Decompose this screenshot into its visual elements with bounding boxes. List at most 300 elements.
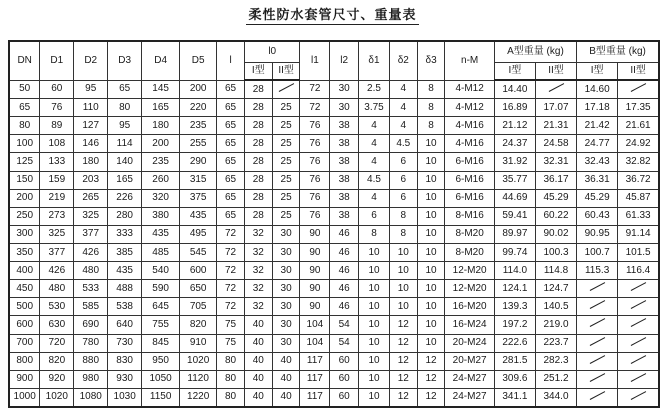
table-cell: 533 <box>74 280 108 298</box>
table-row <box>9 352 659 370</box>
table-cell: 24.92 <box>618 135 659 153</box>
table-cell: 72 <box>300 80 330 99</box>
table-cell: 28 <box>244 171 272 189</box>
table-cell: 80 <box>217 370 245 388</box>
table-cell: 124.7 <box>535 280 576 298</box>
table-cell: 21.31 <box>535 117 576 135</box>
table-cell: 30 <box>330 99 359 117</box>
table-cell: 12 <box>389 370 417 388</box>
empty-slash-mark <box>587 318 607 328</box>
header-l0: l0 <box>244 41 300 63</box>
table-cell: 500 <box>9 298 40 316</box>
table-cell: 114.8 <box>535 262 576 280</box>
table-cell: 4 <box>359 153 390 171</box>
table-cell: 90 <box>300 280 330 298</box>
table-body <box>9 80 659 407</box>
table-cell: 59.41 <box>494 207 535 225</box>
table-cell <box>618 316 659 334</box>
table-cell: 645 <box>142 298 180 316</box>
table-cell: 880 <box>74 352 108 370</box>
table-cell: 133 <box>40 153 74 171</box>
table-cell: 76 <box>40 99 74 117</box>
table-cell: 140 <box>108 153 142 171</box>
table-cell: 300 <box>9 225 40 243</box>
table-cell: 488 <box>108 280 142 298</box>
table-cell: 28 <box>244 135 272 153</box>
table-cell: 260 <box>142 171 180 189</box>
table-row <box>9 207 659 225</box>
table-cell: 538 <box>108 298 142 316</box>
table-cell: 435 <box>108 262 142 280</box>
table-cell: 910 <box>180 334 217 352</box>
table-cell: 20-M24 <box>445 334 494 352</box>
table-cell <box>618 80 659 99</box>
table-cell: 65 <box>217 117 245 135</box>
table-cell: 95 <box>74 80 108 99</box>
table-cell: 800 <box>9 352 40 370</box>
table-cell <box>618 334 659 352</box>
table-cell: 6 <box>359 207 390 225</box>
table-cell: 65 <box>9 99 40 117</box>
dimension-weight-table <box>8 40 660 408</box>
empty-slash-mark <box>276 83 296 93</box>
table-cell: 6 <box>389 153 417 171</box>
table-cell: 4 <box>389 99 417 117</box>
table-cell: 4 <box>359 135 390 153</box>
table-row <box>9 225 659 243</box>
empty-slash-mark <box>546 83 566 93</box>
table-cell: 46 <box>330 280 359 298</box>
table-row <box>9 189 659 207</box>
table-cell: 104 <box>300 334 330 352</box>
table-cell: 325 <box>40 225 74 243</box>
table-cell: 820 <box>180 316 217 334</box>
header-a-weight: A型重量 (kg) <box>494 41 576 63</box>
table-cell: 341.1 <box>494 388 535 407</box>
table-cell: 10 <box>417 135 445 153</box>
table-cell: 38 <box>330 171 359 189</box>
table-cell: 65 <box>217 189 245 207</box>
header-delta2: δ2 <box>389 41 417 80</box>
table-cell: 14.60 <box>577 80 618 99</box>
table-cell: 14.40 <box>494 80 535 99</box>
table-cell: 32 <box>244 243 272 261</box>
table-cell: 40 <box>272 352 300 370</box>
table-cell <box>618 352 659 370</box>
table-cell <box>577 298 618 316</box>
header-l2: l2 <box>330 41 359 80</box>
table-cell: 255 <box>180 135 217 153</box>
table-cell: 61.33 <box>618 207 659 225</box>
table-cell: 20-M27 <box>445 352 494 370</box>
table-cell: 115.3 <box>577 262 618 280</box>
table-cell <box>618 388 659 407</box>
table-cell: 180 <box>142 117 180 135</box>
table-cell: 165 <box>108 171 142 189</box>
table-cell: 380 <box>142 207 180 225</box>
table-cell: 76 <box>300 117 330 135</box>
table-cell: 630 <box>40 316 74 334</box>
table-cell: 32.82 <box>618 153 659 171</box>
table-cell: 250 <box>9 207 40 225</box>
table-cell: 10 <box>417 334 445 352</box>
table-cell: 640 <box>108 316 142 334</box>
table-cell: 600 <box>180 262 217 280</box>
table-cell: 700 <box>9 334 40 352</box>
table-cell: 900 <box>9 370 40 388</box>
table-cell: 114.0 <box>494 262 535 280</box>
table-cell: 90 <box>300 225 330 243</box>
table-cell: 76 <box>300 135 330 153</box>
table-cell: 140.5 <box>535 298 576 316</box>
table-cell: 45.87 <box>618 189 659 207</box>
table-cell <box>577 370 618 388</box>
table-cell: 101.5 <box>618 243 659 261</box>
table-cell: 203 <box>74 171 108 189</box>
table-cell: 8-M20 <box>445 243 494 261</box>
table-cell: 28 <box>244 80 272 99</box>
table-cell: 10 <box>359 243 390 261</box>
table-cell: 125 <box>9 153 40 171</box>
table-cell: 1020 <box>180 352 217 370</box>
table-cell: 46 <box>330 298 359 316</box>
table-cell: 17.18 <box>577 99 618 117</box>
table-cell: 60.22 <box>535 207 576 225</box>
table-cell: 235 <box>180 117 217 135</box>
table-cell: 110 <box>74 99 108 117</box>
empty-slash-mark <box>628 337 648 347</box>
table-cell: 25 <box>272 171 300 189</box>
table-cell: 28 <box>244 153 272 171</box>
table-cell: 344.0 <box>535 388 576 407</box>
header-b-weight: B型重量 (kg) <box>577 41 659 63</box>
table-cell: 222.6 <box>494 334 535 352</box>
table-cell: 117 <box>300 388 330 407</box>
table-cell: 80 <box>9 117 40 135</box>
table-cell: 30 <box>272 298 300 316</box>
header-l0-type2: II型 <box>272 63 300 81</box>
table-cell: 30 <box>272 316 300 334</box>
table-cell: 165 <box>142 99 180 117</box>
table-cell: 116.4 <box>618 262 659 280</box>
table-cell: 150 <box>9 171 40 189</box>
table-cell: 25 <box>272 135 300 153</box>
table-cell: 139.3 <box>494 298 535 316</box>
table-cell: 65 <box>217 207 245 225</box>
table-cell: 30 <box>272 334 300 352</box>
table-cell: 25 <box>272 99 300 117</box>
table-cell: 1150 <box>142 388 180 407</box>
table-cell: 930 <box>108 370 142 388</box>
table-cell: 10 <box>417 262 445 280</box>
table-cell: 72 <box>300 99 330 117</box>
table-cell: 720 <box>40 334 74 352</box>
table-cell: 65 <box>217 80 245 99</box>
table-cell: 75 <box>217 316 245 334</box>
table-cell: 485 <box>142 243 180 261</box>
table-cell: 12 <box>417 352 445 370</box>
table-cell: 30 <box>272 280 300 298</box>
table-cell: 65 <box>217 171 245 189</box>
table-cell: 600 <box>9 316 40 334</box>
table-cell <box>577 316 618 334</box>
table-cell: 10 <box>359 262 390 280</box>
table-cell: 200 <box>142 135 180 153</box>
table-cell: 400 <box>9 262 40 280</box>
table-row <box>9 280 659 298</box>
table-row <box>9 99 659 117</box>
table-cell: 10 <box>417 316 445 334</box>
table-cell: 251.2 <box>535 370 576 388</box>
table-cell: 36.31 <box>577 171 618 189</box>
page-title: 柔性防水套管尺寸、重量表 <box>248 8 417 23</box>
table-cell: 755 <box>142 316 180 334</box>
empty-slash-mark <box>587 337 607 347</box>
table-cell: 127 <box>74 117 108 135</box>
table-row <box>9 171 659 189</box>
table-cell <box>577 388 618 407</box>
table-cell: 180 <box>74 153 108 171</box>
table-cell: 30 <box>330 80 359 99</box>
empty-slash-mark <box>587 355 607 365</box>
table-cell: 35.77 <box>494 171 535 189</box>
table-cell: 32 <box>244 225 272 243</box>
table-cell: 108 <box>40 135 74 153</box>
table-cell <box>272 80 300 99</box>
table-row <box>9 80 659 99</box>
table-cell: 265 <box>74 189 108 207</box>
table-cell: 38 <box>330 153 359 171</box>
table-cell: 10 <box>417 225 445 243</box>
table-cell: 197.2 <box>494 316 535 334</box>
table-cell: 24.77 <box>577 135 618 153</box>
table-cell: 1000 <box>9 388 40 407</box>
table-cell: 40 <box>244 370 272 388</box>
header-d5: D5 <box>180 41 217 80</box>
empty-slash-mark <box>587 300 607 310</box>
table-cell: 705 <box>180 298 217 316</box>
table-cell: 54 <box>330 316 359 334</box>
table-cell: 90.95 <box>577 225 618 243</box>
table-cell: 32 <box>244 280 272 298</box>
table-cell: 10 <box>359 316 390 334</box>
table-cell: 6 <box>389 189 417 207</box>
table-cell: 80 <box>217 388 245 407</box>
empty-slash-mark <box>587 391 607 401</box>
table-cell: 124.1 <box>494 280 535 298</box>
empty-slash-mark <box>628 355 648 365</box>
header-l0-type1: I型 <box>244 63 272 81</box>
table-cell: 72 <box>217 225 245 243</box>
table-cell: 4-M16 <box>445 135 494 153</box>
table-cell: 6-M16 <box>445 171 494 189</box>
table-cell: 32.43 <box>577 153 618 171</box>
table-cell: 12 <box>389 316 417 334</box>
header-d2: D2 <box>74 41 108 80</box>
table-cell: 650 <box>180 280 217 298</box>
header-delta3: δ3 <box>417 41 445 80</box>
table-row <box>9 316 659 334</box>
table-cell: 10 <box>417 153 445 171</box>
table-cell: 32 <box>244 298 272 316</box>
table-cell: 325 <box>74 207 108 225</box>
table-cell: 10 <box>389 298 417 316</box>
table-cell: 200 <box>180 80 217 99</box>
table-cell: 95 <box>108 117 142 135</box>
table-cell: 104 <box>300 316 330 334</box>
empty-slash-mark <box>628 83 648 93</box>
table-cell: 40 <box>244 352 272 370</box>
table-cell: 219 <box>40 189 74 207</box>
table-cell: 350 <box>9 243 40 261</box>
table-cell: 4 <box>389 80 417 99</box>
header-n-m: n-M <box>445 41 494 80</box>
table-cell: 4.5 <box>359 171 390 189</box>
table-cell: 10 <box>359 370 390 388</box>
header-l: l <box>217 41 245 80</box>
table-cell: 4.5 <box>389 135 417 153</box>
header-b-type2: II型 <box>618 63 659 81</box>
table-cell: 385 <box>108 243 142 261</box>
table-cell: 845 <box>142 334 180 352</box>
empty-slash-mark <box>587 373 607 383</box>
table-cell: 8 <box>389 225 417 243</box>
table-cell: 950 <box>142 352 180 370</box>
table-cell: 4-M12 <box>445 99 494 117</box>
table-cell: 1080 <box>74 388 108 407</box>
table-cell: 65 <box>108 80 142 99</box>
table-cell: 100.3 <box>535 243 576 261</box>
table-cell: 450 <box>9 280 40 298</box>
table-cell: 375 <box>180 189 217 207</box>
table-row <box>9 334 659 352</box>
table-cell: 46 <box>330 262 359 280</box>
table-cell: 920 <box>40 370 74 388</box>
table-cell: 24-M27 <box>445 388 494 407</box>
table-cell: 25 <box>272 207 300 225</box>
table-cell: 60 <box>330 352 359 370</box>
table-cell: 219.0 <box>535 316 576 334</box>
table-cell: 10 <box>417 207 445 225</box>
header-a-type1: I型 <box>494 63 535 81</box>
table-cell: 545 <box>180 243 217 261</box>
table-cell: 72 <box>217 280 245 298</box>
table-cell: 585 <box>74 298 108 316</box>
table-cell: 40 <box>272 370 300 388</box>
table-cell: 145 <box>142 80 180 99</box>
header-d1: D1 <box>40 41 74 80</box>
table-cell: 36.72 <box>618 171 659 189</box>
table-cell: 435 <box>180 207 217 225</box>
table-cell: 2.5 <box>359 80 390 99</box>
table-cell: 30 <box>272 225 300 243</box>
table-cell: 282.3 <box>535 352 576 370</box>
table-cell: 38 <box>330 135 359 153</box>
table-cell: 28 <box>244 207 272 225</box>
table-cell: 28 <box>244 117 272 135</box>
table-cell <box>577 280 618 298</box>
empty-slash-mark <box>628 391 648 401</box>
table-cell: 117 <box>300 370 330 388</box>
table-cell: 24-M27 <box>445 370 494 388</box>
table-cell: 435 <box>142 225 180 243</box>
table-cell: 72 <box>217 298 245 316</box>
table-cell: 426 <box>40 262 74 280</box>
table-cell: 90.02 <box>535 225 576 243</box>
table-cell: 28 <box>244 189 272 207</box>
table-cell: 21.61 <box>618 117 659 135</box>
empty-slash-mark <box>628 300 648 310</box>
header-d3: D3 <box>108 41 142 80</box>
table-cell: 10 <box>389 262 417 280</box>
table-cell: 38 <box>330 117 359 135</box>
table-cell: 10 <box>359 280 390 298</box>
table-cell: 4 <box>389 117 417 135</box>
table-cell: 8 <box>417 80 445 99</box>
table-cell: 24.58 <box>535 135 576 153</box>
table-cell: 10 <box>417 298 445 316</box>
table-cell: 480 <box>74 262 108 280</box>
table-cell: 4-M16 <box>445 117 494 135</box>
table-cell: 99.74 <box>494 243 535 261</box>
table-cell: 426 <box>74 243 108 261</box>
table-cell: 89.97 <box>494 225 535 243</box>
table-cell <box>577 352 618 370</box>
table-cell: 333 <box>108 225 142 243</box>
table-cell: 10 <box>417 280 445 298</box>
table-cell: 45.29 <box>535 189 576 207</box>
table-cell: 17.35 <box>618 99 659 117</box>
table-cell: 12 <box>389 334 417 352</box>
table-cell: 25 <box>272 153 300 171</box>
table-cell: 10 <box>417 189 445 207</box>
table-cell: 46 <box>330 243 359 261</box>
table-cell: 80 <box>108 99 142 117</box>
table-cell <box>618 298 659 316</box>
table-cell: 780 <box>74 334 108 352</box>
table-cell: 10 <box>389 243 417 261</box>
table-cell: 495 <box>180 225 217 243</box>
header-b-type1: I型 <box>577 63 618 81</box>
table-cell: 54 <box>330 334 359 352</box>
table-cell: 16.89 <box>494 99 535 117</box>
table-cell: 16-M24 <box>445 316 494 334</box>
table-cell: 76 <box>300 171 330 189</box>
table-cell: 309.6 <box>494 370 535 388</box>
table-cell: 4 <box>359 189 390 207</box>
table-cell: 89 <box>40 117 74 135</box>
table-cell: 10 <box>359 298 390 316</box>
table-cell: 290 <box>180 153 217 171</box>
table-cell: 65 <box>217 99 245 117</box>
table-cell: 1220 <box>180 388 217 407</box>
table-cell: 8 <box>359 225 390 243</box>
table-cell: 45.29 <box>577 189 618 207</box>
table-row <box>9 298 659 316</box>
table-cell: 820 <box>40 352 74 370</box>
table-cell: 76 <box>300 153 330 171</box>
table-cell: 80 <box>217 352 245 370</box>
table-cell: 25 <box>272 189 300 207</box>
table-cell: 377 <box>74 225 108 243</box>
table-cell: 8 <box>417 117 445 135</box>
table-cell: 72 <box>217 243 245 261</box>
empty-slash-mark <box>587 282 607 292</box>
empty-slash-mark <box>628 318 648 328</box>
table-cell: 12-M20 <box>445 280 494 298</box>
table-cell: 6 <box>389 171 417 189</box>
table-cell: 980 <box>74 370 108 388</box>
